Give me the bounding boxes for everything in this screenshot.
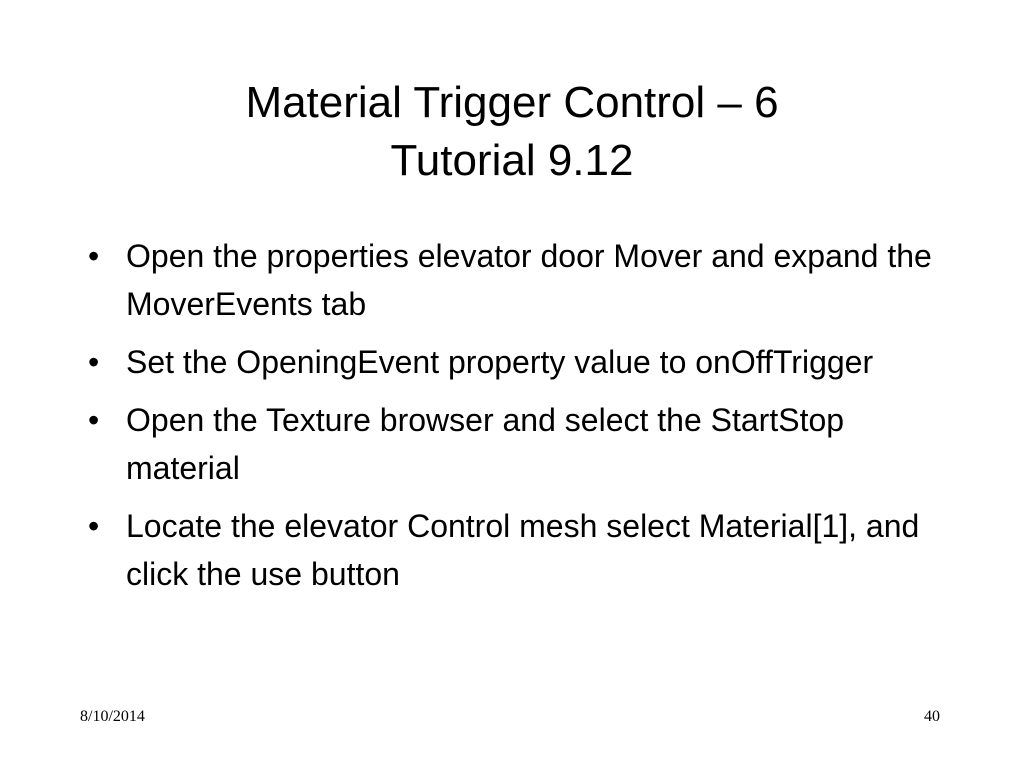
bullet-text: Set the OpeningEvent property value to onOffTrigger [126,344,874,380]
bullet-item [88,502,948,598]
slide-title-line-1: Material Trigger Control – 6 [245,78,779,127]
bullet-item [88,232,948,328]
slide-title [60,74,964,190]
footer-page-number: 40 [924,708,940,725]
bullet-text: Locate the elevator Control mesh select Material[1], and click the use button [126,508,920,592]
footer-date: 8/10/2014 [80,708,145,725]
bullet-dot-icon: • [88,402,100,438]
bullet-dot-icon: • [88,238,100,274]
bullet-text: Open the properties elevator door Mover and expand the MoverEvents tab [126,238,932,322]
bullet-text: Open the Texture browser and select the StartStop material [126,402,845,486]
bullet-item [88,338,948,386]
bullet-dot-icon: • [88,508,100,544]
bullet-item [88,396,948,492]
slide-title-line-2: Tutorial 9.12 [390,136,634,185]
bullet-dot-icon: • [88,344,100,380]
bullet-list [88,232,948,608]
